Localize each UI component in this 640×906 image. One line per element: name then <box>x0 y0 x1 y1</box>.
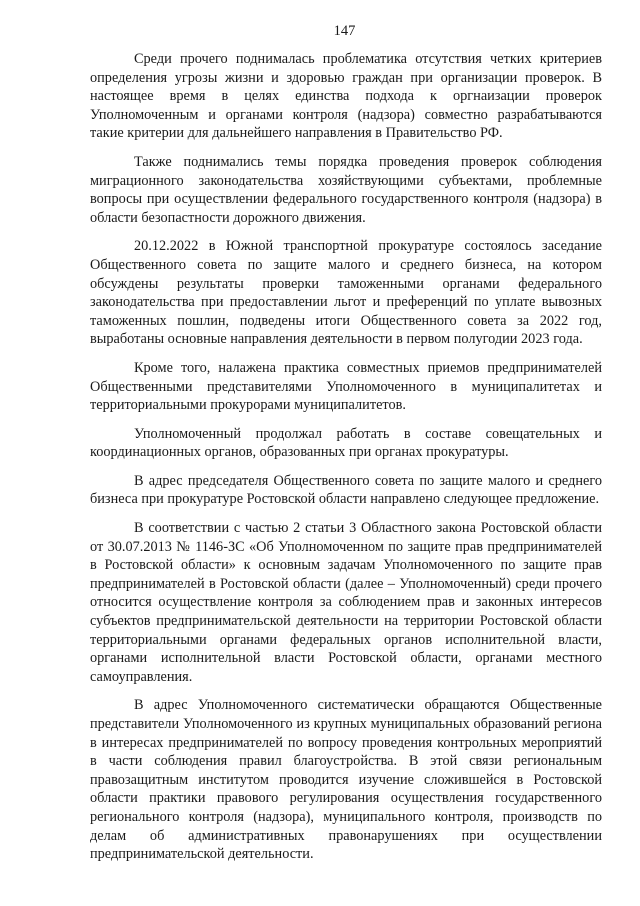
paragraph-5: Уполномоченный продолжал работать в составе совещательных и координационных органов, образованных при органах прокуратуры. <box>90 425 602 461</box>
page-number: 147 <box>333 23 356 39</box>
paragraph-2: Также поднимались темы порядка проведения проверок соблюдения миграционного законодательства хозяйствующими субъектами, проблемные вопросы при осуществлении федерального государственного контроля (надзора) в области безопастности дорожного движения. <box>90 153 602 226</box>
paragraph-1: Среди прочего поднималась проблематика отсутствия четких критериев определения угрозы жизни и здоровью граждан при организации проверок. В настоящее время в целях единства подхода к оргнаизации проверок Уполномоченным и органами контроля (надзора) совместно разрабатываются такие критерии для дальнейшего направления в Правительство РФ. <box>90 51 602 142</box>
paragraph-4: Кроме того, налажена практика совместных приемов предпринимателей Общественными представителями Уполномоченного в муниципалитетах и территориальными прокурорами муниципалитетов. <box>90 359 602 414</box>
paragraph-7: В соответствии с частью 2 статьи 3 Областного закона Ростовской области от 30.07.2013 № 1146-ЗС «Об Уполномоченном по защите прав предпринимателей в Ростовской области» к основным задачам Уполномоченного по защите прав предпринимателей в Ростовской области (далее – Уполномоченный) среди прочего относится осуществление контроля за соблюдением прав и законных интересов субъектов предпринимательской деятельности на территории Ростовской области территориальными органами федеральных органов исполнительной власти, органами исполнительной власти Ростовской области, органами местного самоуправления. <box>90 520 602 685</box>
paragraph-3: 20.12.2022 в Южной транспортной прокуратуре состоялось заседание Общественного совета по защите малого и среднего бизнеса, на котором обсуждены результаты проверки таможенными органами федерального законодательства при предоставлении льгот и преференций по уплате вывозных таможенных пошлин, подведены итоги Общественного совета за 2022 год, выработаны основные направления деятельности в первом полугодии 2023 года. <box>90 238 602 348</box>
paragraph-8: В адрес Уполномоченного систематически обращаются Общественные представители Уполномоченного из крупных муниципальных образований региона в интересах предпринимателей по вопросу проведения контрольных мероприятий в части соблюдения правил благоустройства. В этой связи региональным правозащитным институтом проводится изучение сложившейся в Ростовской области практики правового регулирования осуществления государственного регионального контроля (надзора), муниципального контроля, производств по делам об административных правонарушениях при осуществлении предпринимательской деятельности. <box>90 697 602 863</box>
document-body <box>90 50 602 864</box>
paragraph-6: В адрес председателя Общественного совета по защите малого и среднего бизнеса при прокуратуре Ростовской области направлено следующее предложение. <box>90 472 602 508</box>
